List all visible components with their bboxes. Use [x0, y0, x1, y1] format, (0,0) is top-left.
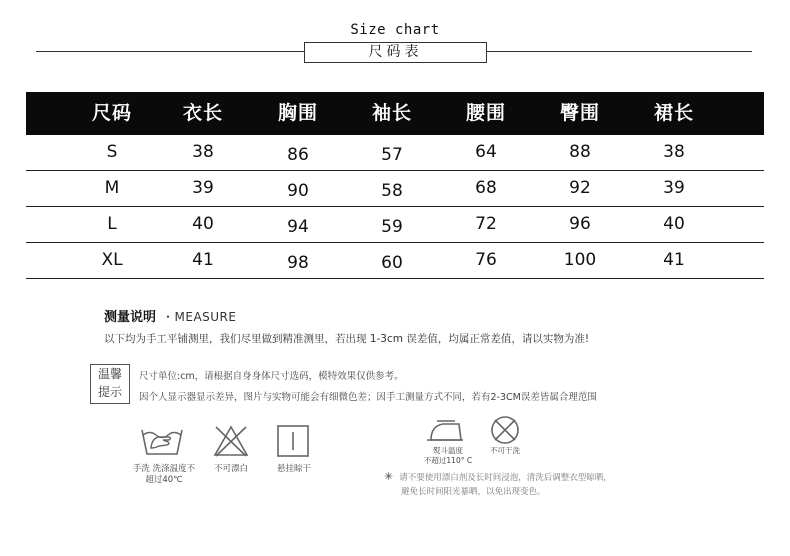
hang-dry-icon	[276, 424, 310, 462]
tip-line-display: 因个人显示器显示差异，图片与实物可能会有细微色差；因手工测量方式不同，若有2-3CM误差皆属合理范围	[139, 392, 597, 403]
cell-sleeve: 58	[381, 181, 403, 201]
tip-badge	[90, 364, 130, 404]
iron-label-line: 不超过110° C	[423, 456, 473, 465]
measure-description: 以下均为手工平铺测里，我们尽里做到精准测里，若出现 1-3cm 误差值，均属正常差值，请以实物为准!	[104, 333, 590, 345]
cell-skirt-length: 41	[663, 250, 685, 270]
header-hip: 臀围	[559, 102, 600, 124]
cell-size: L	[107, 214, 117, 234]
cell-length: 40	[192, 214, 214, 234]
cell-bust: 86	[287, 145, 309, 165]
title-chinese: 尺码表	[304, 42, 487, 63]
cell-hip: 92	[569, 178, 591, 198]
header-size: 尺码	[91, 102, 132, 124]
header-length: 衣长	[182, 102, 223, 124]
cell-sleeve: 59	[381, 217, 403, 237]
measure-title-cn: 测量说明	[104, 310, 157, 325]
cell-waist: 72	[475, 214, 497, 234]
cell-sleeve: 60	[381, 253, 403, 273]
cell-length: 39	[192, 178, 214, 198]
cell-sleeve: 57	[381, 145, 403, 165]
table-row	[26, 207, 764, 243]
cell-skirt-length: 38	[663, 142, 685, 162]
cell-bust: 98	[287, 253, 309, 273]
table-row	[26, 171, 764, 207]
cell-skirt-length: 40	[663, 214, 685, 234]
cell-skirt-length: 39	[663, 178, 685, 198]
size-table	[26, 92, 764, 279]
cell-bust: 90	[287, 181, 309, 201]
hang-dry-label	[266, 464, 322, 475]
care-note-line: 避免长时间阳光暴晒，以免出现变色。	[401, 487, 546, 497]
cell-hip: 88	[569, 142, 591, 162]
cell-bust: 94	[287, 217, 309, 237]
header-skirt-length: 裙长	[653, 102, 694, 124]
cell-size: XL	[101, 250, 123, 270]
iron-label	[420, 446, 476, 466]
table-header-row	[26, 92, 764, 135]
tip-badge-line: 温馨	[97, 367, 122, 381]
table-row	[26, 135, 764, 171]
hand-wash-icon	[139, 422, 185, 462]
cell-length: 38	[192, 142, 214, 162]
no-bleach-icon	[212, 424, 250, 462]
cell-size: M	[104, 178, 120, 198]
cell-length: 41	[192, 250, 214, 270]
cell-waist: 64	[475, 142, 497, 162]
header-sleeve: 袖长	[371, 102, 412, 124]
measure-title	[104, 306, 236, 325]
tip-badge-line: 提示	[97, 385, 122, 399]
iron-label-line: 熨斗温度	[433, 446, 463, 455]
no-bleach-label	[203, 464, 259, 475]
header-bust: 胸围	[277, 102, 318, 124]
no-dry-clean-icon	[489, 414, 521, 450]
cell-hip: 100	[563, 250, 597, 270]
measure-title-en: ・MEASURE	[162, 310, 237, 324]
cell-hip: 96	[569, 214, 591, 234]
hang-dry-label-line: 悬挂晾干	[276, 464, 311, 474]
title-english: Size chart	[350, 22, 440, 38]
no-dry-clean-label	[480, 446, 530, 456]
hand-wash-label	[124, 464, 204, 486]
cell-waist: 68	[475, 178, 497, 198]
cell-waist: 76	[475, 250, 497, 270]
no-dry-clean-label-line: 不可干洗	[490, 446, 520, 455]
care-note-line: 请不要使用漂白剂及长时间浸泡，清洗后调整衣型晾晒，	[399, 473, 612, 483]
care-note	[384, 470, 612, 499]
cell-size: S	[106, 142, 118, 162]
hand-wash-label-line: 超过40℃	[145, 475, 183, 485]
iron-icon	[425, 418, 465, 448]
asterisk-icon: ✳	[384, 470, 394, 483]
tip-line-unit: 尺寸单位:cm，请根据自身身体尺寸选码，模特效果仅供参考。	[139, 371, 404, 382]
header-waist: 腰围	[465, 102, 506, 124]
no-bleach-label-line: 不可漂白	[213, 464, 248, 474]
hand-wash-label-line: 手洗 洗涤温度不	[132, 464, 196, 474]
table-row	[26, 243, 764, 279]
